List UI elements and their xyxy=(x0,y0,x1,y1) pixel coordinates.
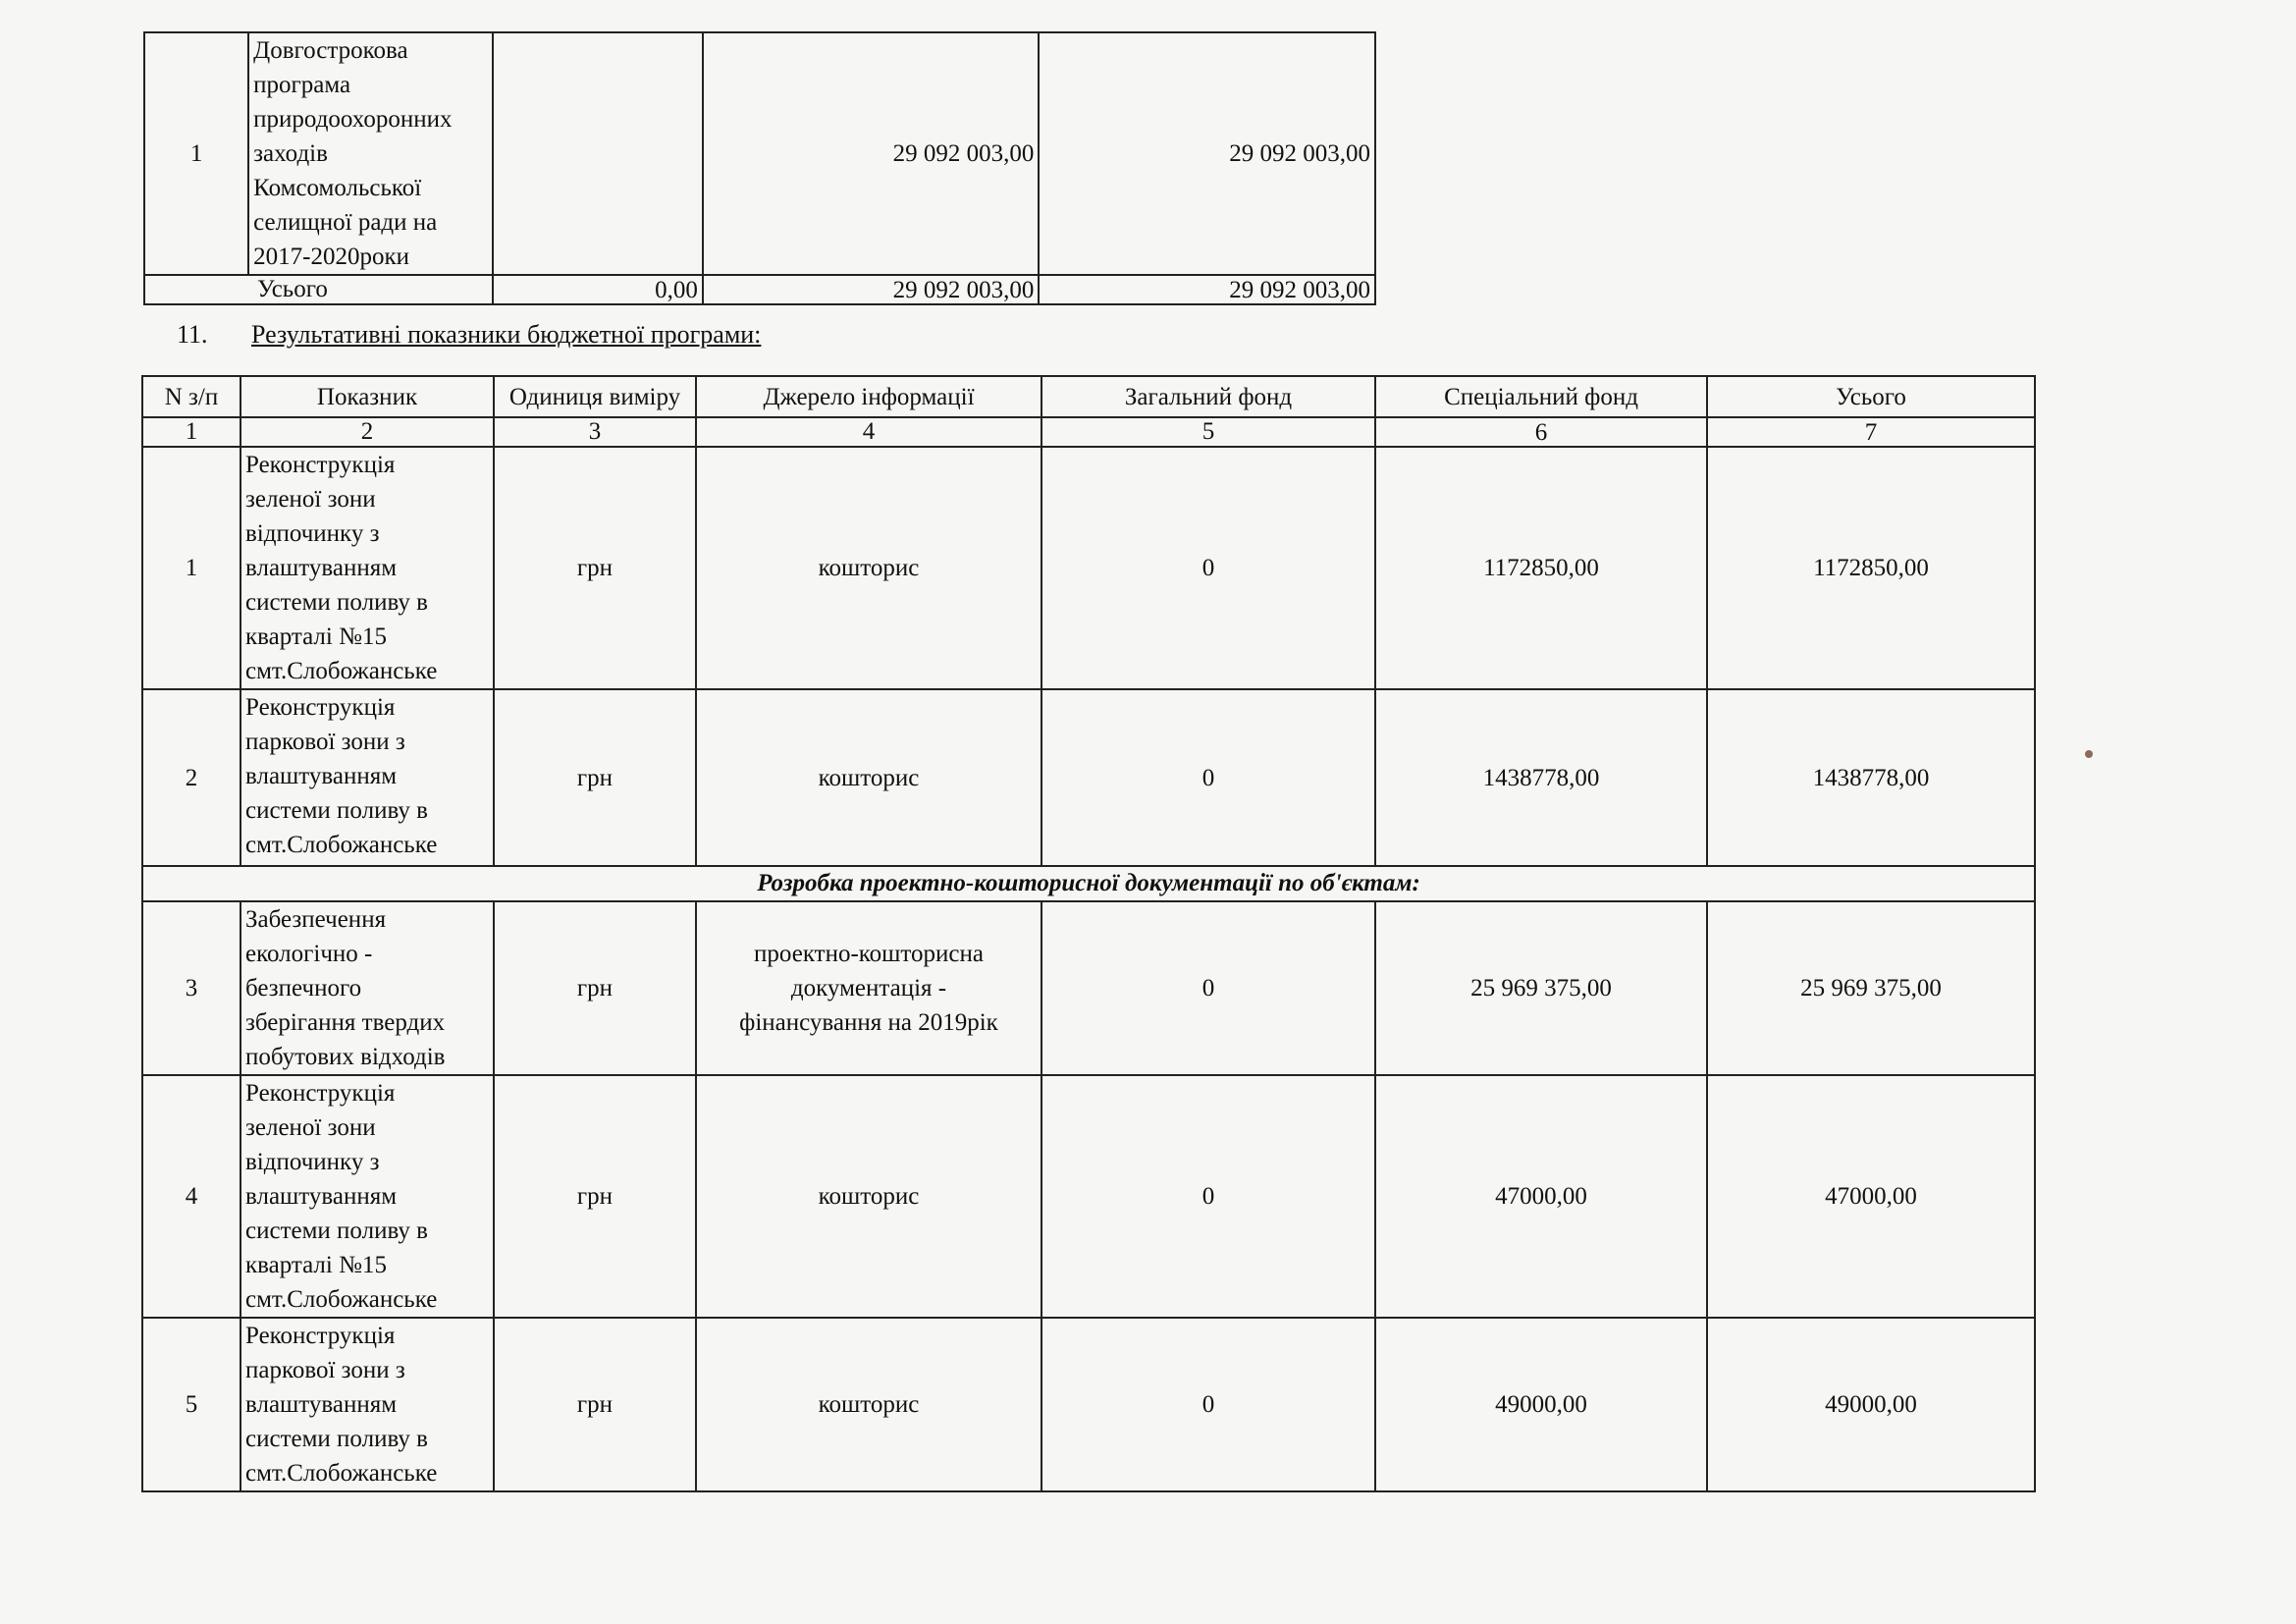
text-line: смт.Слобожанське xyxy=(245,658,438,684)
section-title-cell: Розробка проектно-кошторисної документації по об'єктам: xyxy=(142,866,2035,901)
header-special: Спеціальний фонд xyxy=(1375,376,1707,417)
row-number: 2 xyxy=(142,689,240,866)
unit: грн xyxy=(494,901,696,1075)
unit: грн xyxy=(494,1075,696,1318)
special-fund: 49000,00 xyxy=(1375,1318,1707,1491)
text-line: фінансування на 2019рік xyxy=(739,1009,998,1036)
total: 1172850,00 xyxy=(1707,447,2035,689)
text-line: системи поливу в xyxy=(245,1218,428,1244)
header-num: N з/п xyxy=(142,376,240,417)
source: кошторис xyxy=(696,1075,1041,1318)
source: кошторис xyxy=(696,1318,1041,1491)
text-line: паркової зони з xyxy=(245,729,405,755)
text-line: 2017-2020роки xyxy=(253,244,410,270)
text-line: паркової зони з xyxy=(245,1357,405,1383)
section-row xyxy=(142,866,2035,901)
text-line: зберігання твердих xyxy=(245,1009,446,1036)
text-line: зеленої зони xyxy=(245,1114,376,1141)
text-line: влаштуванням xyxy=(245,763,398,789)
total: 1438778,00 xyxy=(1707,689,2035,866)
program-name xyxy=(248,32,492,275)
text-line: Реконструкція xyxy=(245,1323,396,1349)
total: 25 969 375,00 xyxy=(1707,901,2035,1075)
total-row xyxy=(144,275,1375,304)
indicators-table xyxy=(141,375,2036,1492)
header-indicator: Показник xyxy=(240,376,494,417)
row-number: 1 xyxy=(142,447,240,689)
text-line: смт.Слобожанське xyxy=(245,1460,438,1487)
text-line: смт.Слобожанське xyxy=(245,832,438,858)
general-fund: 0 xyxy=(1041,1075,1375,1318)
indicator-name xyxy=(240,689,494,866)
header-row xyxy=(142,376,2035,417)
text-line: побутових відходів xyxy=(245,1044,446,1070)
row-number: 5 xyxy=(142,1318,240,1491)
general-fund: 0 xyxy=(1041,901,1375,1075)
text-line: Реконструкція xyxy=(245,1080,396,1107)
row-number: 3 xyxy=(142,901,240,1075)
header-source: Джерело інформації xyxy=(696,376,1041,417)
total: 47000,00 xyxy=(1707,1075,2035,1318)
header-unit: Одиниця виміру xyxy=(494,376,696,417)
column-number: 1 xyxy=(142,417,240,447)
text-line: влаштуванням xyxy=(245,1183,398,1210)
total: 49000,00 xyxy=(1707,1318,2035,1491)
text-line: документація - xyxy=(790,975,947,1001)
text-line: Забезпечення xyxy=(245,906,387,933)
column-number: 2 xyxy=(240,417,494,447)
special-fund: 25 969 375,00 xyxy=(1375,901,1707,1075)
column-number: 3 xyxy=(494,417,696,447)
row-number: 1 xyxy=(144,32,248,275)
text-line: безпечного xyxy=(245,975,362,1001)
text-line: смт.Слобожанське xyxy=(245,1286,438,1313)
text-line: відпочинку з xyxy=(245,520,380,547)
column-number: 7 xyxy=(1707,417,2035,447)
indicator-name xyxy=(240,447,494,689)
general-fund: 0 xyxy=(1041,689,1375,866)
special-fund: 1172850,00 xyxy=(1375,447,1707,689)
text-line: системи поливу в xyxy=(245,797,428,824)
text-line: відпочинку з xyxy=(245,1149,380,1175)
text-line: екологічно - xyxy=(245,941,373,967)
row-number: 4 xyxy=(142,1075,240,1318)
indicator-name xyxy=(240,1318,494,1491)
total-sum: 29 092 003,00 xyxy=(1039,275,1375,304)
header-general: Загальний фонд xyxy=(1041,376,1375,417)
column-number: 4 xyxy=(696,417,1041,447)
section-number: 11. xyxy=(177,320,208,349)
unit: грн xyxy=(494,1318,696,1491)
table-row xyxy=(142,689,2035,866)
section-title: Результативні показники бюджетної програми: xyxy=(251,320,762,349)
indicator-name xyxy=(240,1075,494,1318)
text-line: Реконструкція xyxy=(245,694,396,721)
total-general: 0,00 xyxy=(493,275,703,304)
text-line: влаштуванням xyxy=(245,555,398,581)
special-fund: 47000,00 xyxy=(1375,1075,1707,1318)
total-special: 29 092 003,00 xyxy=(703,275,1040,304)
general-fund xyxy=(493,32,703,275)
table-row xyxy=(144,32,1375,275)
text-line: заходів xyxy=(253,140,328,167)
total: 29 092 003,00 xyxy=(1039,32,1375,275)
text-line: програма xyxy=(253,72,351,98)
text-line: системи поливу в xyxy=(245,1426,428,1452)
indicator-name xyxy=(240,901,494,1075)
header-total: Усього xyxy=(1707,376,2035,417)
general-fund: 0 xyxy=(1041,447,1375,689)
column-number: 5 xyxy=(1041,417,1375,447)
text-line: зеленої зони xyxy=(245,486,376,513)
text-line: системи поливу в xyxy=(245,589,428,616)
special-fund: 1438778,00 xyxy=(1375,689,1707,866)
total-label: Усього xyxy=(144,275,493,304)
text-line: Комсомольської xyxy=(253,175,422,201)
table-row xyxy=(142,447,2035,689)
column-number: 6 xyxy=(1375,417,1707,447)
table-row xyxy=(142,901,2035,1075)
text-line: кварталі №15 xyxy=(245,623,387,650)
unit: грн xyxy=(494,689,696,866)
text-line: кварталі №15 xyxy=(245,1252,387,1278)
ink-dot xyxy=(2085,750,2093,758)
special-fund: 29 092 003,00 xyxy=(703,32,1040,275)
text-line: селищної ради на xyxy=(253,209,438,236)
text-line: природоохоронних xyxy=(253,106,453,133)
text-line: Реконструкція xyxy=(245,452,396,478)
general-fund: 0 xyxy=(1041,1318,1375,1491)
source: кошторис xyxy=(696,447,1041,689)
program-table xyxy=(143,31,1376,305)
table-row xyxy=(142,1318,2035,1491)
column-number-row xyxy=(142,417,2035,447)
text-line: влаштуванням xyxy=(245,1391,398,1418)
source: кошторис xyxy=(696,689,1041,866)
source xyxy=(696,901,1041,1075)
text-line: проектно-кошторисна xyxy=(754,941,984,967)
text-line: Довгострокова xyxy=(253,37,408,64)
table-row xyxy=(142,1075,2035,1318)
unit: грн xyxy=(494,447,696,689)
